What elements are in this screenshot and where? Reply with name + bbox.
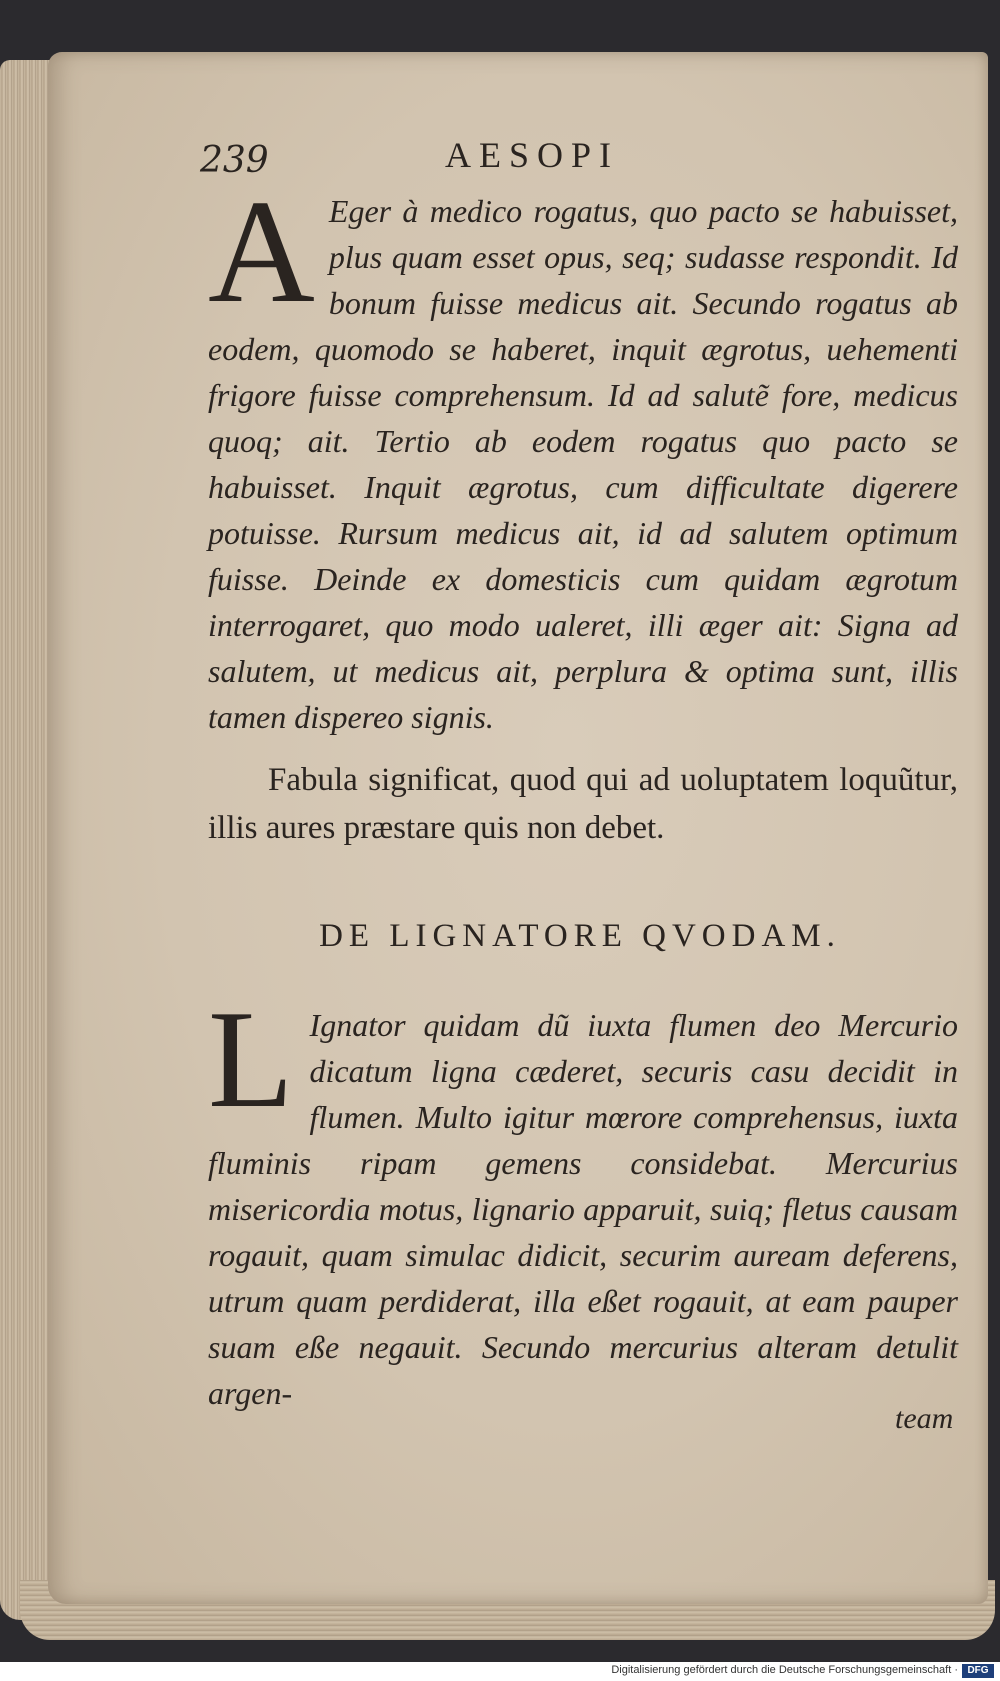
drop-cap-initial: A	[208, 170, 315, 334]
dfg-logo-icon: DFG	[962, 1664, 994, 1678]
fable-1-text-block	[208, 170, 958, 740]
catchword: team	[895, 1402, 954, 1435]
drop-cap-initial: L	[208, 982, 294, 1137]
page-number: 239	[200, 140, 269, 181]
footer-bar	[0, 1662, 1000, 1681]
funding-credit: Digitalisierung gefördert durch die Deutsche Forschungsgemeinschaft ·	[611, 1664, 958, 1676]
fable-2-body: Ignator quidam dũ iuxta flumen deo Mercurio dicatum ligna cæderet, securis casu decidit in flumen. Multo igitur mœrore comprehensus, iuxta fluminis ripam gemens considebat. Mercurius misericordia motus, lignario apparuit, suiq; fletus causam rogauit, quam simulac didicit, securim auream deferens, utrum quam perdiderat, illa eßet rogauit, at eam pauper suam eße negauit. Secundo mercurius alteram detulit argen-	[208, 1007, 958, 1411]
fable-2-title: DE LIGNATORE QVODAM.	[319, 918, 841, 954]
running-head: AESOPI	[445, 135, 620, 175]
fable-1-moral: Fabula significat, quod qui ad uoluptatem loquũtur, illis aures præstare quis non debet.	[208, 762, 958, 846]
fable-1-body: Eger à medico rogatus, quo pacto se habuisset, plus quam esset opus, seq; sudasse respondit. Id bonum fuisse medicus ait. Secundo rogatus ab eodem, quomodo se haberet, inquit ægrotus, uehementi frigore fuisse comprehensum. Id ad salutẽ fore, medicus quoq; ait. Tertio ab eodem rogatus quo pacto se habuisset. Inquit ægrotus, cum difficultate digerere potuisse. Rursum medicus ait, id ad salutem optimum fuisse. Deinde ex domesticis cum quidam ægrotum interrogaret, quo modo ualeret, illi æger ait: Signa ad salutem, ut medicus ait, perplura & optima sunt, illis tamen dispereo signis.	[208, 193, 958, 735]
fable-2-text-block	[208, 982, 958, 1416]
